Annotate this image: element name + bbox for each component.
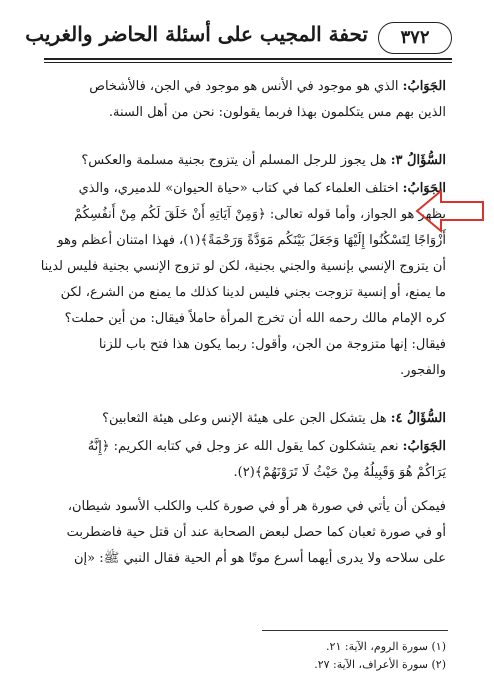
footnote-rule bbox=[262, 630, 448, 631]
text-line: أَزْوَاجًا لِتَسْكُنُوا إِلَيْهَا وَجَعَلَ بَيْنَكُم مَوَدَّةً وَرَحْمَةً﴾(١)، فهذا امتنان أعظم وهو bbox=[57, 233, 446, 248]
page-number: ٣٧٢ bbox=[378, 22, 452, 54]
header-rule-thin bbox=[44, 62, 452, 63]
text-line: على سلاحه ولا يدرى أيهما أسرع موتًا هو أم الحية فقال النبي ﷺ: «إن bbox=[74, 551, 446, 566]
footnote: (٢) سورة الأعراف، الآية: ٢٧. bbox=[314, 658, 446, 671]
answer-3: الجَوَابُ: اختلف العلماء كما في كتاب «حياة الحيوان» للدميري، والذي bbox=[78, 181, 446, 196]
text-line: أن يتزوج الإنسي بإنسية والجني بجنية، لكن لو تزوج الإنسي بجنية فليس لدينا bbox=[40, 259, 446, 274]
text-line: كره الإمام مالك رحمه الله أن تخرج المرأة حاملاً فيقال: من أين حملت؟ bbox=[64, 311, 446, 326]
text-line: يَرَاكُمْ هُوَ وَقَبِيلُهُ مِنْ حَيْثُ لَا تَرَوْنَهُمْ﴾(٢). bbox=[233, 465, 446, 480]
question-3: السُّؤَالُ ٣: هل يجوز للرجل المسلم أن يتزوج بجنية مسلمة والعكس؟ bbox=[81, 153, 446, 168]
text-line: فيقال: إنها متزوجة من الجن، وأقول: ربما يكون هذا فتح باب للزنا bbox=[98, 337, 446, 352]
page-header bbox=[25, 20, 452, 56]
text-line: يظهر هو الجواز، وأما قوله تعالى: ﴿وَمِنْ آيَاتِهِ أَنْ خَلَقَ لَكُم مِنْ أَنفُسِكُمْ bbox=[74, 207, 446, 222]
text-line: والفجور. bbox=[400, 363, 446, 378]
question-4: السُّؤَالُ ٤: هل يتشكل الجن على هيئة الإنس وعلى هيئة الثعابين؟ bbox=[102, 411, 446, 426]
answer-4: الجَوَابُ: نعم يتشكلون كما يقول الله عز وجل في كتابه الكريم: ﴿إِنَّهُ bbox=[87, 439, 446, 454]
text-line: فيمكن أن يأتي في صورة هر أو في صورة كلب والكلب الأسود شيطان، bbox=[67, 499, 446, 514]
header-rule bbox=[44, 58, 452, 60]
text-line: أو في صورة ثعبان كما حصل لبعض الصحابة عند أن قتل حية فاضطربت bbox=[66, 525, 446, 540]
book-title: تحفة المجيب على أسئلة الحاضر والغريب bbox=[25, 22, 368, 46]
text-line: ما يمنع، أو إنسية تزوجت بجني فليس لدينا كذلك ما يمنع من الشرع، لكن bbox=[60, 285, 446, 300]
left-arrow-icon bbox=[414, 188, 486, 234]
text-line: الجَوَابُ: الذي هو موجود في الأنس هو موجود في الجن، فالأشخاص bbox=[89, 79, 446, 94]
footnote: (١) سورة الروم، الآية: ٢١. bbox=[326, 640, 446, 653]
text-line: الذين بهم مس يتكلمون بهذا فربما يقولون: نحن من أهل السنة. bbox=[108, 105, 446, 120]
